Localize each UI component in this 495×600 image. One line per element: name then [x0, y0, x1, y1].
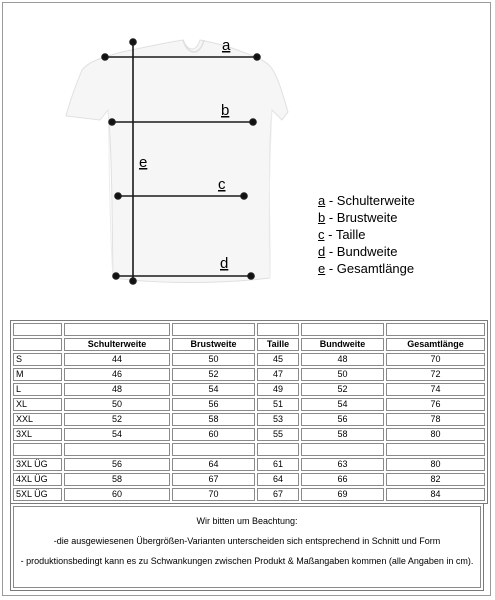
legend-item-a: a - Schulterweite — [318, 193, 415, 208]
table-cell: 80 — [386, 428, 485, 441]
size-label-cell: 4XL ÜG — [13, 473, 62, 486]
table-cell: 44 — [64, 353, 170, 366]
table-cell: 48 — [301, 353, 384, 366]
column-header: Schulterweite — [64, 338, 170, 351]
table-cell: 50 — [64, 398, 170, 411]
table-cell — [257, 443, 299, 456]
table-cell: 54 — [172, 383, 255, 396]
table-header-row — [13, 338, 485, 351]
table-cell — [301, 443, 384, 456]
measurement-legend — [318, 192, 415, 277]
notes-line-2: - produktionsbedingt kann es zu Schwankungen zwischen Produkt & Maßangaben kommen (alle Angaben in cm). — [20, 556, 474, 566]
table-cell: 52 — [301, 383, 384, 396]
table-cell: 56 — [172, 398, 255, 411]
table-cell: 69 — [301, 488, 384, 501]
table-cell: 64 — [172, 458, 255, 471]
table-cell: 70 — [172, 488, 255, 501]
column-header: Brustweite — [172, 338, 255, 351]
table-cell: 51 — [257, 398, 299, 411]
table-cell: 54 — [301, 398, 384, 411]
dot — [113, 273, 119, 279]
label-a: a — [222, 37, 231, 54]
table-row — [13, 473, 485, 486]
dot — [130, 278, 136, 284]
table-cell — [386, 443, 485, 456]
dot — [109, 119, 115, 125]
table-cell: 58 — [64, 473, 170, 486]
table-row — [13, 488, 485, 501]
table-cell: 60 — [64, 488, 170, 501]
table-cell: 67 — [172, 473, 255, 486]
table-cell: 72 — [386, 368, 485, 381]
table-cell: 48 — [64, 383, 170, 396]
table-cell: 76 — [386, 398, 485, 411]
table-cell: 58 — [172, 413, 255, 426]
table-cell: 47 — [257, 368, 299, 381]
notes-box — [10, 503, 484, 591]
table-cell: 60 — [172, 428, 255, 441]
notes-heading: Wir bitten um Beachtung: — [196, 516, 298, 526]
table-body — [13, 353, 485, 501]
table-cell: 70 — [386, 353, 485, 366]
table-cell: 49 — [257, 383, 299, 396]
size-label-cell: XL — [13, 398, 62, 411]
table-cell: 56 — [64, 458, 170, 471]
legend-item-d: d - Bundweite — [318, 244, 398, 259]
table-cell: 67 — [257, 488, 299, 501]
legend-item-b: b - Brustweite — [318, 210, 398, 225]
dot — [102, 54, 108, 60]
table-cell: 61 — [257, 458, 299, 471]
table-cell: 50 — [301, 368, 384, 381]
table-cell: 52 — [172, 368, 255, 381]
size-label-cell: 5XL ÜG — [13, 488, 62, 501]
size-label-cell — [13, 443, 62, 456]
table-cell: 55 — [257, 428, 299, 441]
column-header: Gesamtlänge — [386, 338, 485, 351]
table-cell: 54 — [64, 428, 170, 441]
notes-line-1: -die ausgewiesenen Übergrößen-Varianten unterscheiden sich entsprechend in Schnitt und Form — [53, 536, 441, 546]
dot — [115, 193, 121, 199]
size-label-cell: S — [13, 353, 62, 366]
dot — [248, 273, 254, 279]
table-cell: 56 — [301, 413, 384, 426]
table-cell: 82 — [386, 473, 485, 486]
notes-content — [13, 506, 481, 588]
size-table — [10, 320, 488, 504]
table-row — [13, 353, 485, 366]
table-cell: 58 — [301, 428, 384, 441]
table-cell: 64 — [257, 473, 299, 486]
tshirt-shape — [66, 40, 288, 283]
size-label-cell: M — [13, 368, 62, 381]
table-cell — [172, 443, 255, 456]
legend-item-e: e - Gesamtlänge — [318, 261, 415, 276]
dot — [254, 54, 260, 60]
size-label-cell: 3XL ÜG — [13, 458, 62, 471]
table-cell: 80 — [386, 458, 485, 471]
legend-item-c: c - Taille — [318, 227, 366, 242]
table-cell: 45 — [257, 353, 299, 366]
table-cell: 46 — [64, 368, 170, 381]
table-row — [13, 428, 485, 441]
table-cell — [64, 443, 170, 456]
table-cell: 74 — [386, 383, 485, 396]
table-cell: 53 — [257, 413, 299, 426]
table-row — [13, 383, 485, 396]
column-header — [13, 338, 62, 351]
column-header: Taille — [257, 338, 299, 351]
size-label-cell: 3XL — [13, 428, 62, 441]
table-cell: 78 — [386, 413, 485, 426]
table-row — [13, 398, 485, 411]
table-row — [13, 413, 485, 426]
table-cell: 63 — [301, 458, 384, 471]
label-c: c — [218, 176, 226, 193]
label-e: e — [139, 154, 148, 171]
table-row — [13, 458, 485, 471]
table-row — [13, 443, 485, 456]
label-b: b — [221, 102, 230, 119]
size-label-cell: L — [13, 383, 62, 396]
table-cell: 50 — [172, 353, 255, 366]
table-cell: 52 — [64, 413, 170, 426]
column-header: Bundweite — [301, 338, 384, 351]
table-row — [13, 368, 485, 381]
dot — [130, 39, 136, 45]
label-d: d — [220, 255, 229, 272]
table-spacer-row — [13, 323, 485, 336]
size-label-cell: XXL — [13, 413, 62, 426]
dot — [250, 119, 256, 125]
table-cell: 66 — [301, 473, 384, 486]
table-cell: 84 — [386, 488, 485, 501]
dot — [241, 193, 247, 199]
